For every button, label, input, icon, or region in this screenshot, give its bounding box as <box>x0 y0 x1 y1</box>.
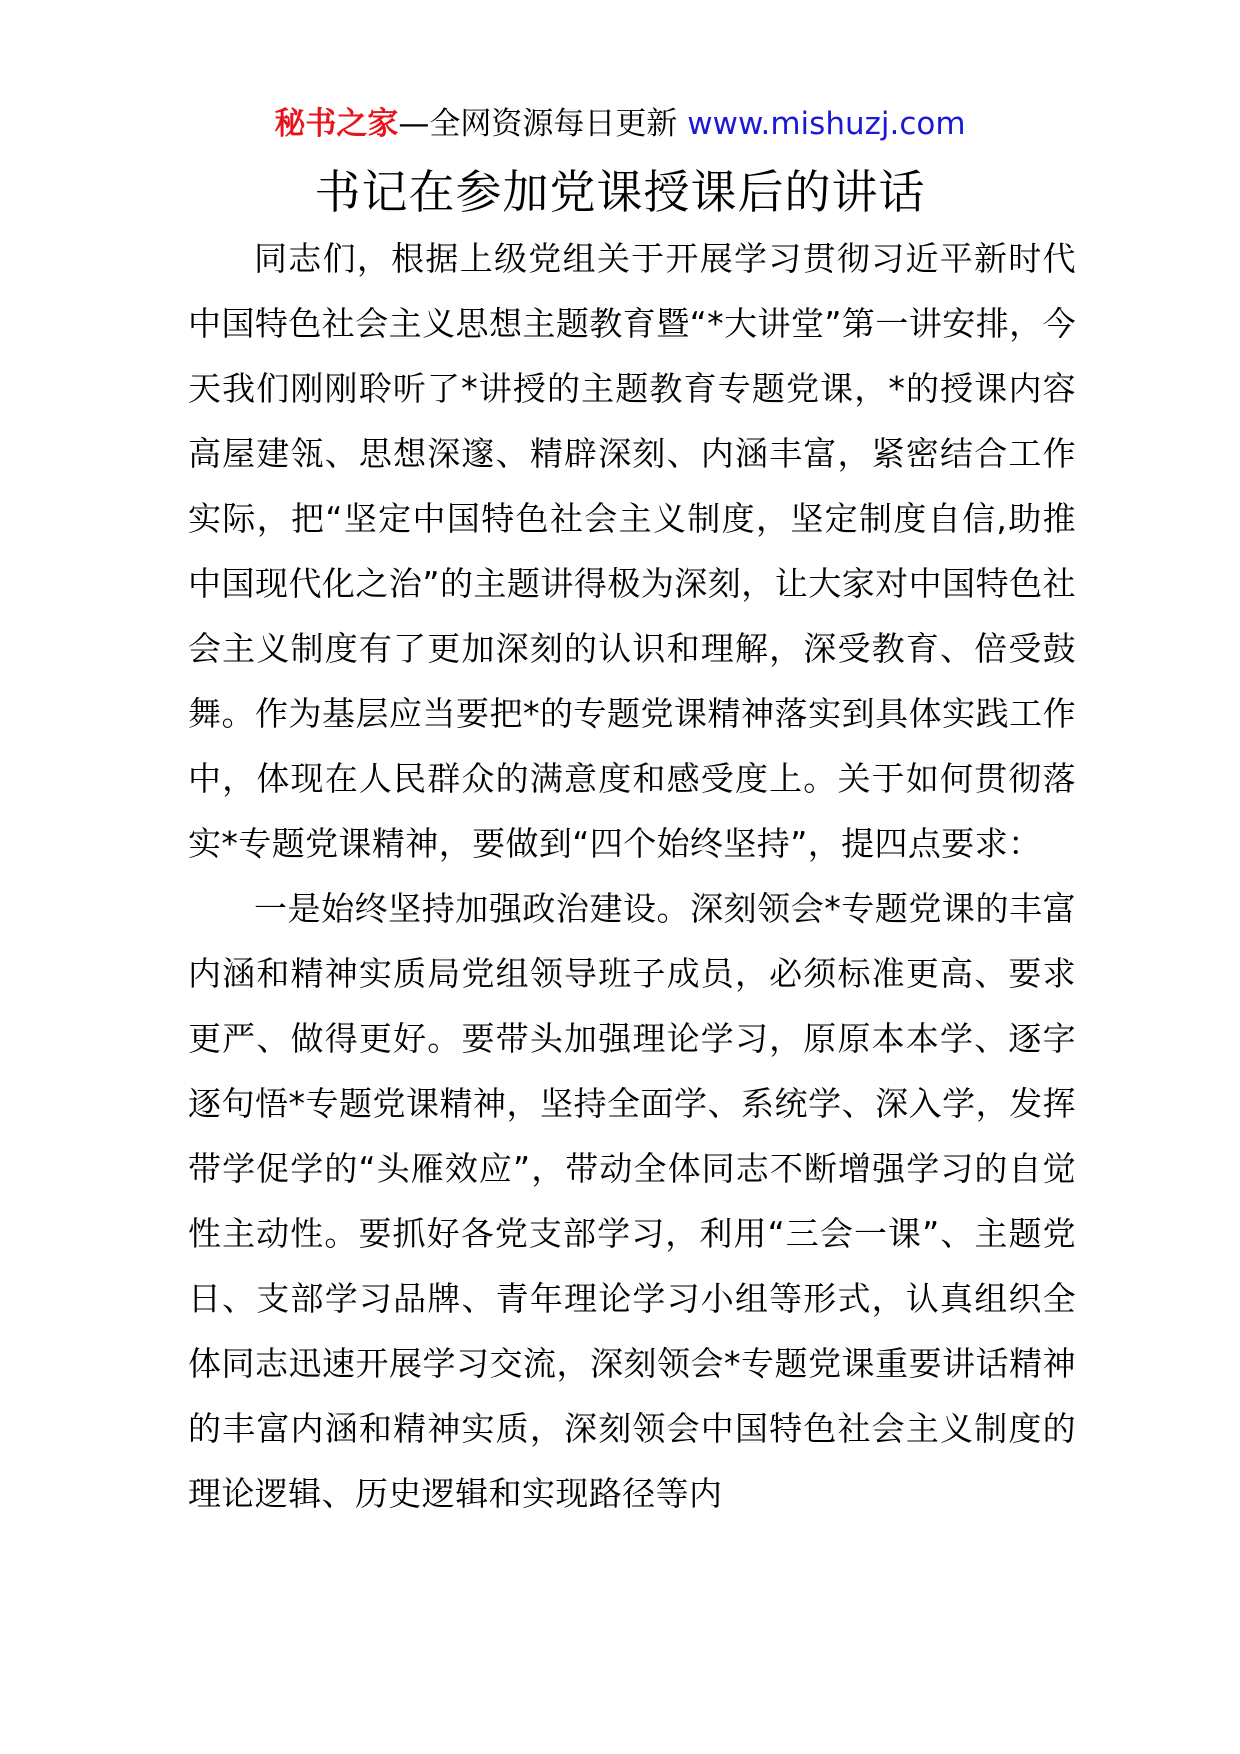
site-url-link[interactable]: www.mishuzj.com <box>687 106 966 142</box>
site-brand: 秘书之家 <box>274 106 399 142</box>
site-tagline: —全网资源每日更新 <box>398 106 688 142</box>
paragraph-intro: 同志们，根据上级党组关于开展学习贯彻习近平新时代中国特色社会主义思想主题教育暨“*大讲堂”第一讲安排，今天我们刚刚聆听了*讲授的主题教育专题党课，*的授课内容高屋建瓴、思想深邃、精辟深刻、内涵丰富，紧密结合工作实际，把“坚定中国特色社会主义制度，坚定制度自信,助推中国现代化之治”的主题讲得极为深刻，让大家对中国特色社会主义制度有了更加深刻的认识和理解，深受教育、倍受鼓舞。作为基层应当要把*的专题党课精神落实到具体实践工作中，体现在人民群众的满意度和感受度上。关于如何贯彻落实*专题党课精神，要做到“四个始终坚持”，提四点要求： <box>188 239 1076 863</box>
document-body <box>188 226 1076 1526</box>
site-header <box>0 104 1240 144</box>
paragraph-point-one: 一是始终坚持加强政治建设。深刻领会*专题党课的丰富内涵和精神实质局党组领导班子成员，必须标准更高、要求更严、做得更好。要带头加强理论学习，原原本本学、逐字逐句悟*专题党课精神，坚持全面学、系统学、深入学，发挥带学促学的“头雁效应”，带动全体同志不断增强学习的自觉性主动性。要抓好各党支部学习，利用“三会一课”、主题党日、支部学习品牌、青年理论学习小组等形式，认真组织全体同志迅速开展学习交流，深刻领会*专题党课重要讲话精神的丰富内涵和精神实质，深刻领会中国特色社会主义制度的理论逻辑、历史逻辑和实现路径等内 <box>188 889 1076 1513</box>
document-title: 书记在参加党课授课后的讲话 <box>314 165 926 219</box>
